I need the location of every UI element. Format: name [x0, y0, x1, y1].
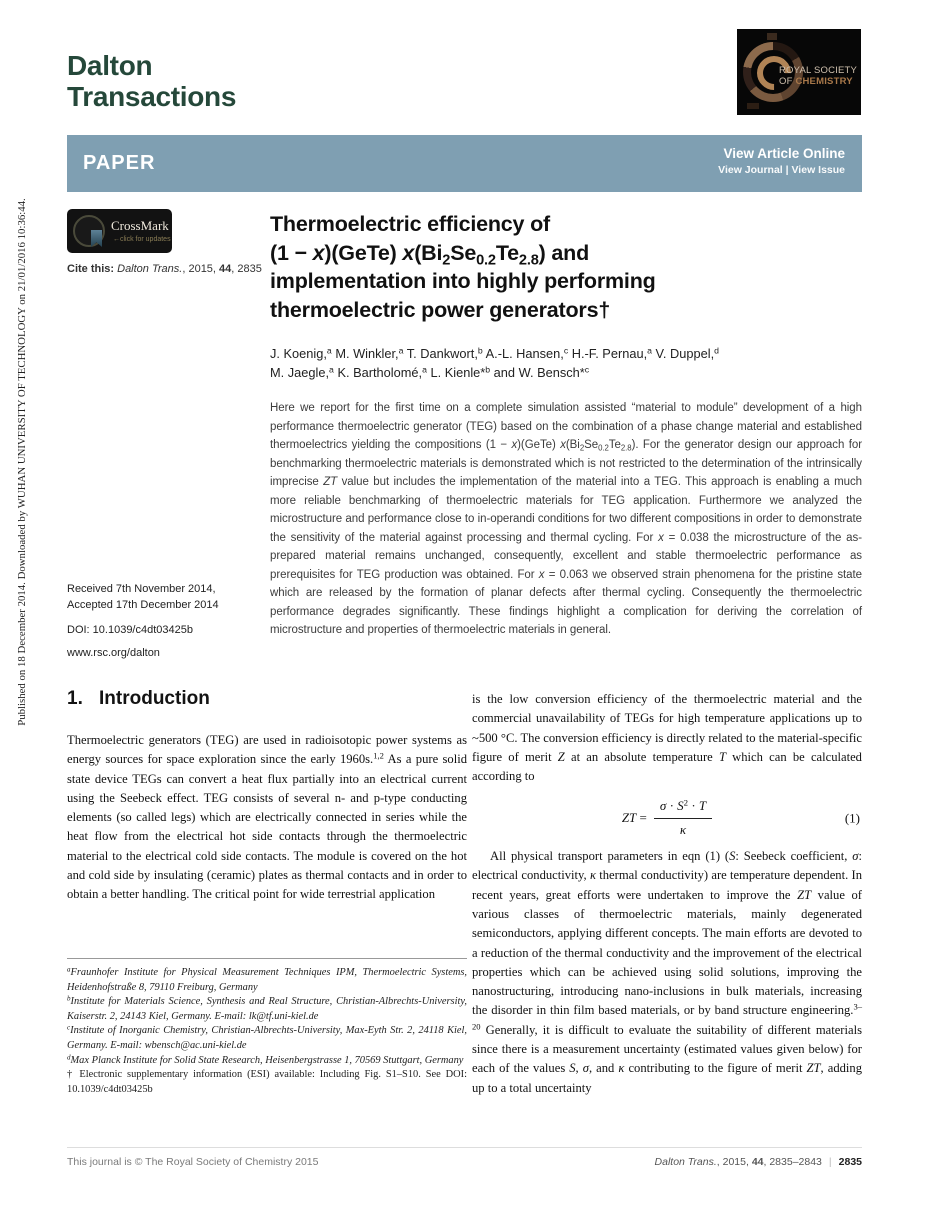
intro-paragraph-right-2: All physical transport parameters in eqn (1) (S: Seebeck coefficient, σ: electrical conductivity, κ thermal conductivity) are temperature dependent. In recent years, great efforts were undertaken to improve the ZT value of various classes of thermoelectric materials, mainly degenerated semiconductors, applying different concepts. The main efforts are devoted to a reduction of the thermal conductivity and the improvement of the electrical properties which can be achieved using solid solutions, improving the nanostructuring, introducing nano-inclusions in bulk materials, increasing the disorder in thin film based materials, or by band structure engineering.$^{3-20}$ Generally, it is difficult to evaluate the suitability of different materials since there is a measurement uncertainty (estimated values given below) for each of the values S, σ, and κ contributing to the figure of merit ZT, adding up to a total uncertainty [472, 849, 863, 1095]
equation-fraction [654, 796, 712, 839]
paper-type-label: PAPER [83, 152, 156, 174]
doi-text: DOI: 10.1039/c4dt03425b [67, 624, 193, 636]
affiliation-footnotes [67, 966, 467, 1097]
received-accepted-dates [67, 582, 219, 613]
rsc-logo-text [779, 65, 857, 87]
rsc-logo-line1: ROYAL SOCIETY [779, 65, 858, 76]
section-heading-introduction [67, 688, 210, 710]
sidebar-watermark-text: Published on 18 December 2014. Downloaded by WUHAN UNIVERSITY OF TECHNOLOGY on 21/01/2016 10:36:44. [16, 198, 28, 726]
equation-lhs: ZT = [621, 810, 647, 826]
received-date: Received 7th November 2014, [67, 583, 216, 595]
view-article-online-link[interactable]: View Article Online [723, 146, 845, 161]
rsc-logo-line2: OF CHEMISTRY [779, 76, 853, 87]
equation-number: (1) [844, 810, 860, 826]
crossmark-tagline: ←click for updates [113, 236, 171, 243]
crossmark-bookmark-icon [91, 230, 102, 247]
right-column [472, 690, 862, 1098]
abstract-text: Here we report for the first time on a complete simulation assisted “material to module” development of a high performance thermoelectric generator (TEG) based on the combination of a phase change material and established thermoelectrics yielding the compositions (1 − x)(GeTe) $x(Bi_2Se_{0.2}Te_{2.8})$. For the generator design our approach for benchmarking thermoelectric materials is demonstrated which is not restricted to the determination of the intrinsically imprecise ZT value but includes the implementation of the material into a TEG. This approach is enabling a much more reliable benchmarking of thermoelectric materials for TEG application. Furthermore we analyzed the microstructure and performance close to in-operandi conditions for two different compositions in order to demonstrate the sensitivity of the material against processing and thermal cycling. For x = 0.038 the microstructure of the as-prepared material remains unchanged, consequently, excellent and stable thermoelectric performance as prerequisites for TEG production was obtained. For x = 0.063 we observed strain phenomena for the pristine state which are released by the formation of planar defects after thermal cycling. Consequently the thermoelectric performance degrades significantly. These findings highlight a complication for deriving the correlation of microstructure and properties of thermoelectric materials in general. [270, 402, 862, 636]
footer-journal-reference: Dalton Trans., 2015, 44, 2835–2843 [654, 1156, 822, 1168]
equation-1 [472, 796, 862, 839]
article-title: Thermoelectric efficiency of (1 − x)(GeTe) $x(Bi_2Se_{0.2}Te_{2.8})$ and implementation into highly performing thermoelectric power generators† [270, 212, 656, 322]
footnote-affiliation-b: $^b$Institute for Materials Science, Synthesis and Real Structure, Christian-Albrechts-University, Kaiserstr. 2, 24143 Kiel, Germany. E-mail: lk@tf.uni-kiel.de [67, 994, 467, 1022]
section-title: Introduction [99, 688, 210, 709]
equation-numerator: $\sigma \cdot S^2 \cdot T$ [654, 796, 712, 818]
journal-url: www.rsc.org/dalton [67, 647, 160, 659]
rsc-logo-decor-block [747, 103, 759, 109]
accepted-date: Accepted 17th December 2014 [67, 598, 219, 611]
footer-separator: | [828, 1156, 832, 1168]
intro-paragraph-right-1: is the low conversion efficiency of the thermoelectric material and the commercial unavailability of TEGs for high temperature applications up to ~500 °C. The conversion efficiency is directly related to the material-specific figure of merit Z at an absolute temperature T which can be calculated according to [472, 692, 862, 784]
footnote-affiliation-a: $^a$Fraunhofer Institute for Physical Measurement Techniques IPM, Thermoelectric Systems, Heidenhofstraße 8, 79110 Freiburg, Germany [67, 965, 467, 993]
intro-paragraph-left: Thermoelectric generators (TEG) are used in radioisotopic power systems as energy sources for space exploration since the early 1960s.$^{1,2}$ As a pure solid state device TEGs can convert a heat flux partially into an electrical current using the Seebeck effect. TEG consists of several n- and p-type conducting elements (so called legs) which are electrically connected in series while the heat flow from the electrical hot side contacts through the thermoelectric material to the electrical cold side contacts. The module is covered on the hot and cold side by insulating (ceramic) plates as thermal contacts and in order to obtain a better handling. The critical point for wide terrestrial application [67, 733, 467, 902]
footnote-divider [67, 958, 467, 959]
footnote-esi: † Electronic supplementary information (ESI) available: Including Fig. S1–S10. See DOI: 10.1039/c4dt03425b [67, 1069, 467, 1095]
footer-divider [67, 1147, 862, 1148]
view-journal-issue-links[interactable]: View Journal | View Issue [718, 164, 845, 176]
footnote-affiliation-d: $^d$Max Planck Institute for Solid State Research, Heisenbergstrasse 1, 70569 Stuttgart, Germany [67, 1053, 464, 1066]
footer-copyright: This journal is © The Royal Society of Chemistry 2015 [67, 1156, 319, 1168]
rsc-logo-decor-block [767, 33, 777, 40]
footer-citation [655, 1156, 862, 1168]
crossmark-icon [73, 215, 105, 247]
journal-logo-title: Dalton Transactions [67, 50, 237, 112]
footer-page-number: 2835 [838, 1156, 862, 1168]
paper-type-banner [67, 135, 862, 192]
rsc-logo [737, 29, 861, 115]
banner-links [718, 146, 845, 176]
section-number: 1. [67, 688, 83, 709]
footnote-affiliation-c: $^c$Institute of Inorganic Chemistry, Christian-Albrechts-University, Max-Eyth Str. 2, 24118 Kiel, Germany. E-mail: wbensch@ac.uni-kiel.de [67, 1023, 467, 1051]
crossmark-badge[interactable] [67, 209, 172, 253]
equation-denominator: κ [679, 821, 687, 837]
crossmark-label: CrossMark [111, 218, 169, 233]
cite-this-text: Cite this: Dalton Trans., 2015, 44, 2835 [67, 263, 262, 275]
author-list: J. Koenig,$^a$ M. Winkler,$^a$ T. Dankwort,$^b$ A.-L. Hansen,$^c$ H.-F. Pernau,$^a$ V. Duppel,$^d$ M. Jaegle,$^a$ K. Bartholomé,$^a$ L. Kienle*$^b$ and W. Bensch*$^c$ [270, 345, 719, 380]
